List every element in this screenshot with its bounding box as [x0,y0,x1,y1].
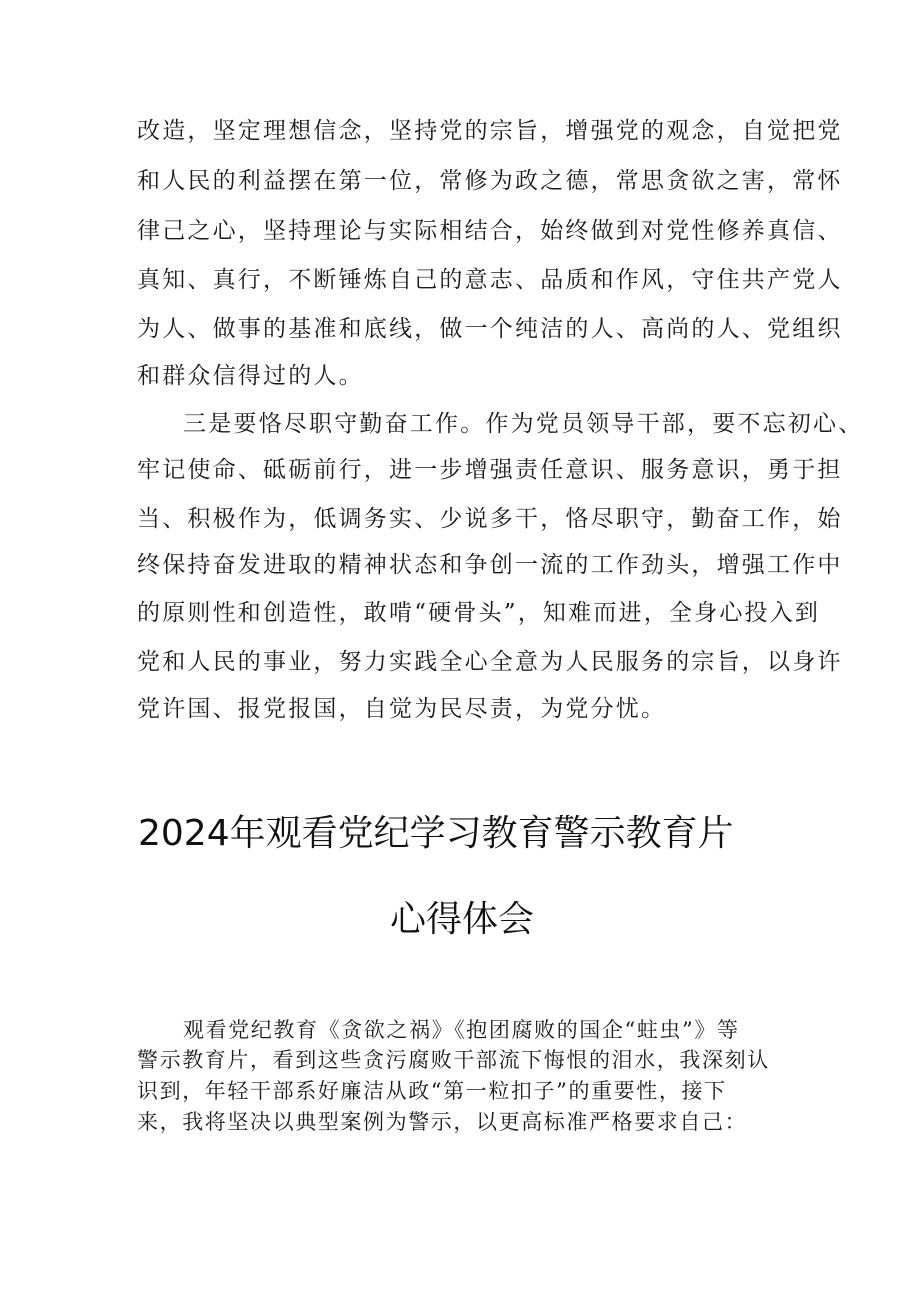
paragraph-line: 终保持奋发进取的精神状态和争创一流的工作劲头，增强工作中 [137,552,843,578]
paragraph-line: 牢记使命、砥砺前行，进一步增强责任意识、服务意识，勇于担 [137,457,843,483]
paragraph-line: 改造，坚定理想信念，坚持党的宗旨，增强党的观念，自觉把党 [137,118,843,144]
paragraph-line: 和群众信得过的人。 [137,363,364,389]
paragraph-line: 来，我将坚决以典型案例为警示，以更高标准严格要求自己： [137,1110,748,1134]
paragraph-line: 三是要恪尽职守勤奋工作。作为党员领导干部，要不忘初心、 [183,411,864,437]
page-title: 2024年观看党纪学习教育警示教育片 [138,813,734,854]
paragraph-line: 和人民的利益摆在第一位，常修为政之德，常思贪欲之害，常怀 [137,168,843,194]
paragraph-line: 律己之心，坚持理论与实际相结合，始终做到对党性修养真信、 [137,218,843,244]
paragraph-line: 观看党纪教育《贪欲之祸》《抱团腐败的国企“蛀虫”》等 [183,1018,740,1042]
paragraph-line: 识到，年轻干部系好廉洁从政“第一粒扣子”的重要性，接下 [137,1079,727,1103]
paragraph-line: 当、积极作为，低调务实、少说多干，恪尽职守，勤奋工作，始 [137,506,843,532]
paragraph-line: 党和人民的事业，努力实践全心全意为人民服务的宗旨，以身许 [137,649,843,675]
paragraph-line: 党许国、报党报国，自觉为民尽责，为党分忧。 [137,696,667,722]
paragraph-line: 警示教育片，看到这些贪污腐败干部流下悔恨的泪水，我深刻认 [137,1048,770,1072]
paragraph-line: 的原则性和创造性，敢啃“硬骨头”，知难而进，全身心投入到 [137,600,821,626]
paragraph-line: 真知、真行，不断锤炼自己的意志、品质和作风，守住共产党人 [137,267,843,293]
page-subtitle: 心得体会 [390,899,535,940]
paragraph-line: 为人、做事的基准和底线，做一个纯洁的人、高尚的人、党组织 [137,316,843,342]
